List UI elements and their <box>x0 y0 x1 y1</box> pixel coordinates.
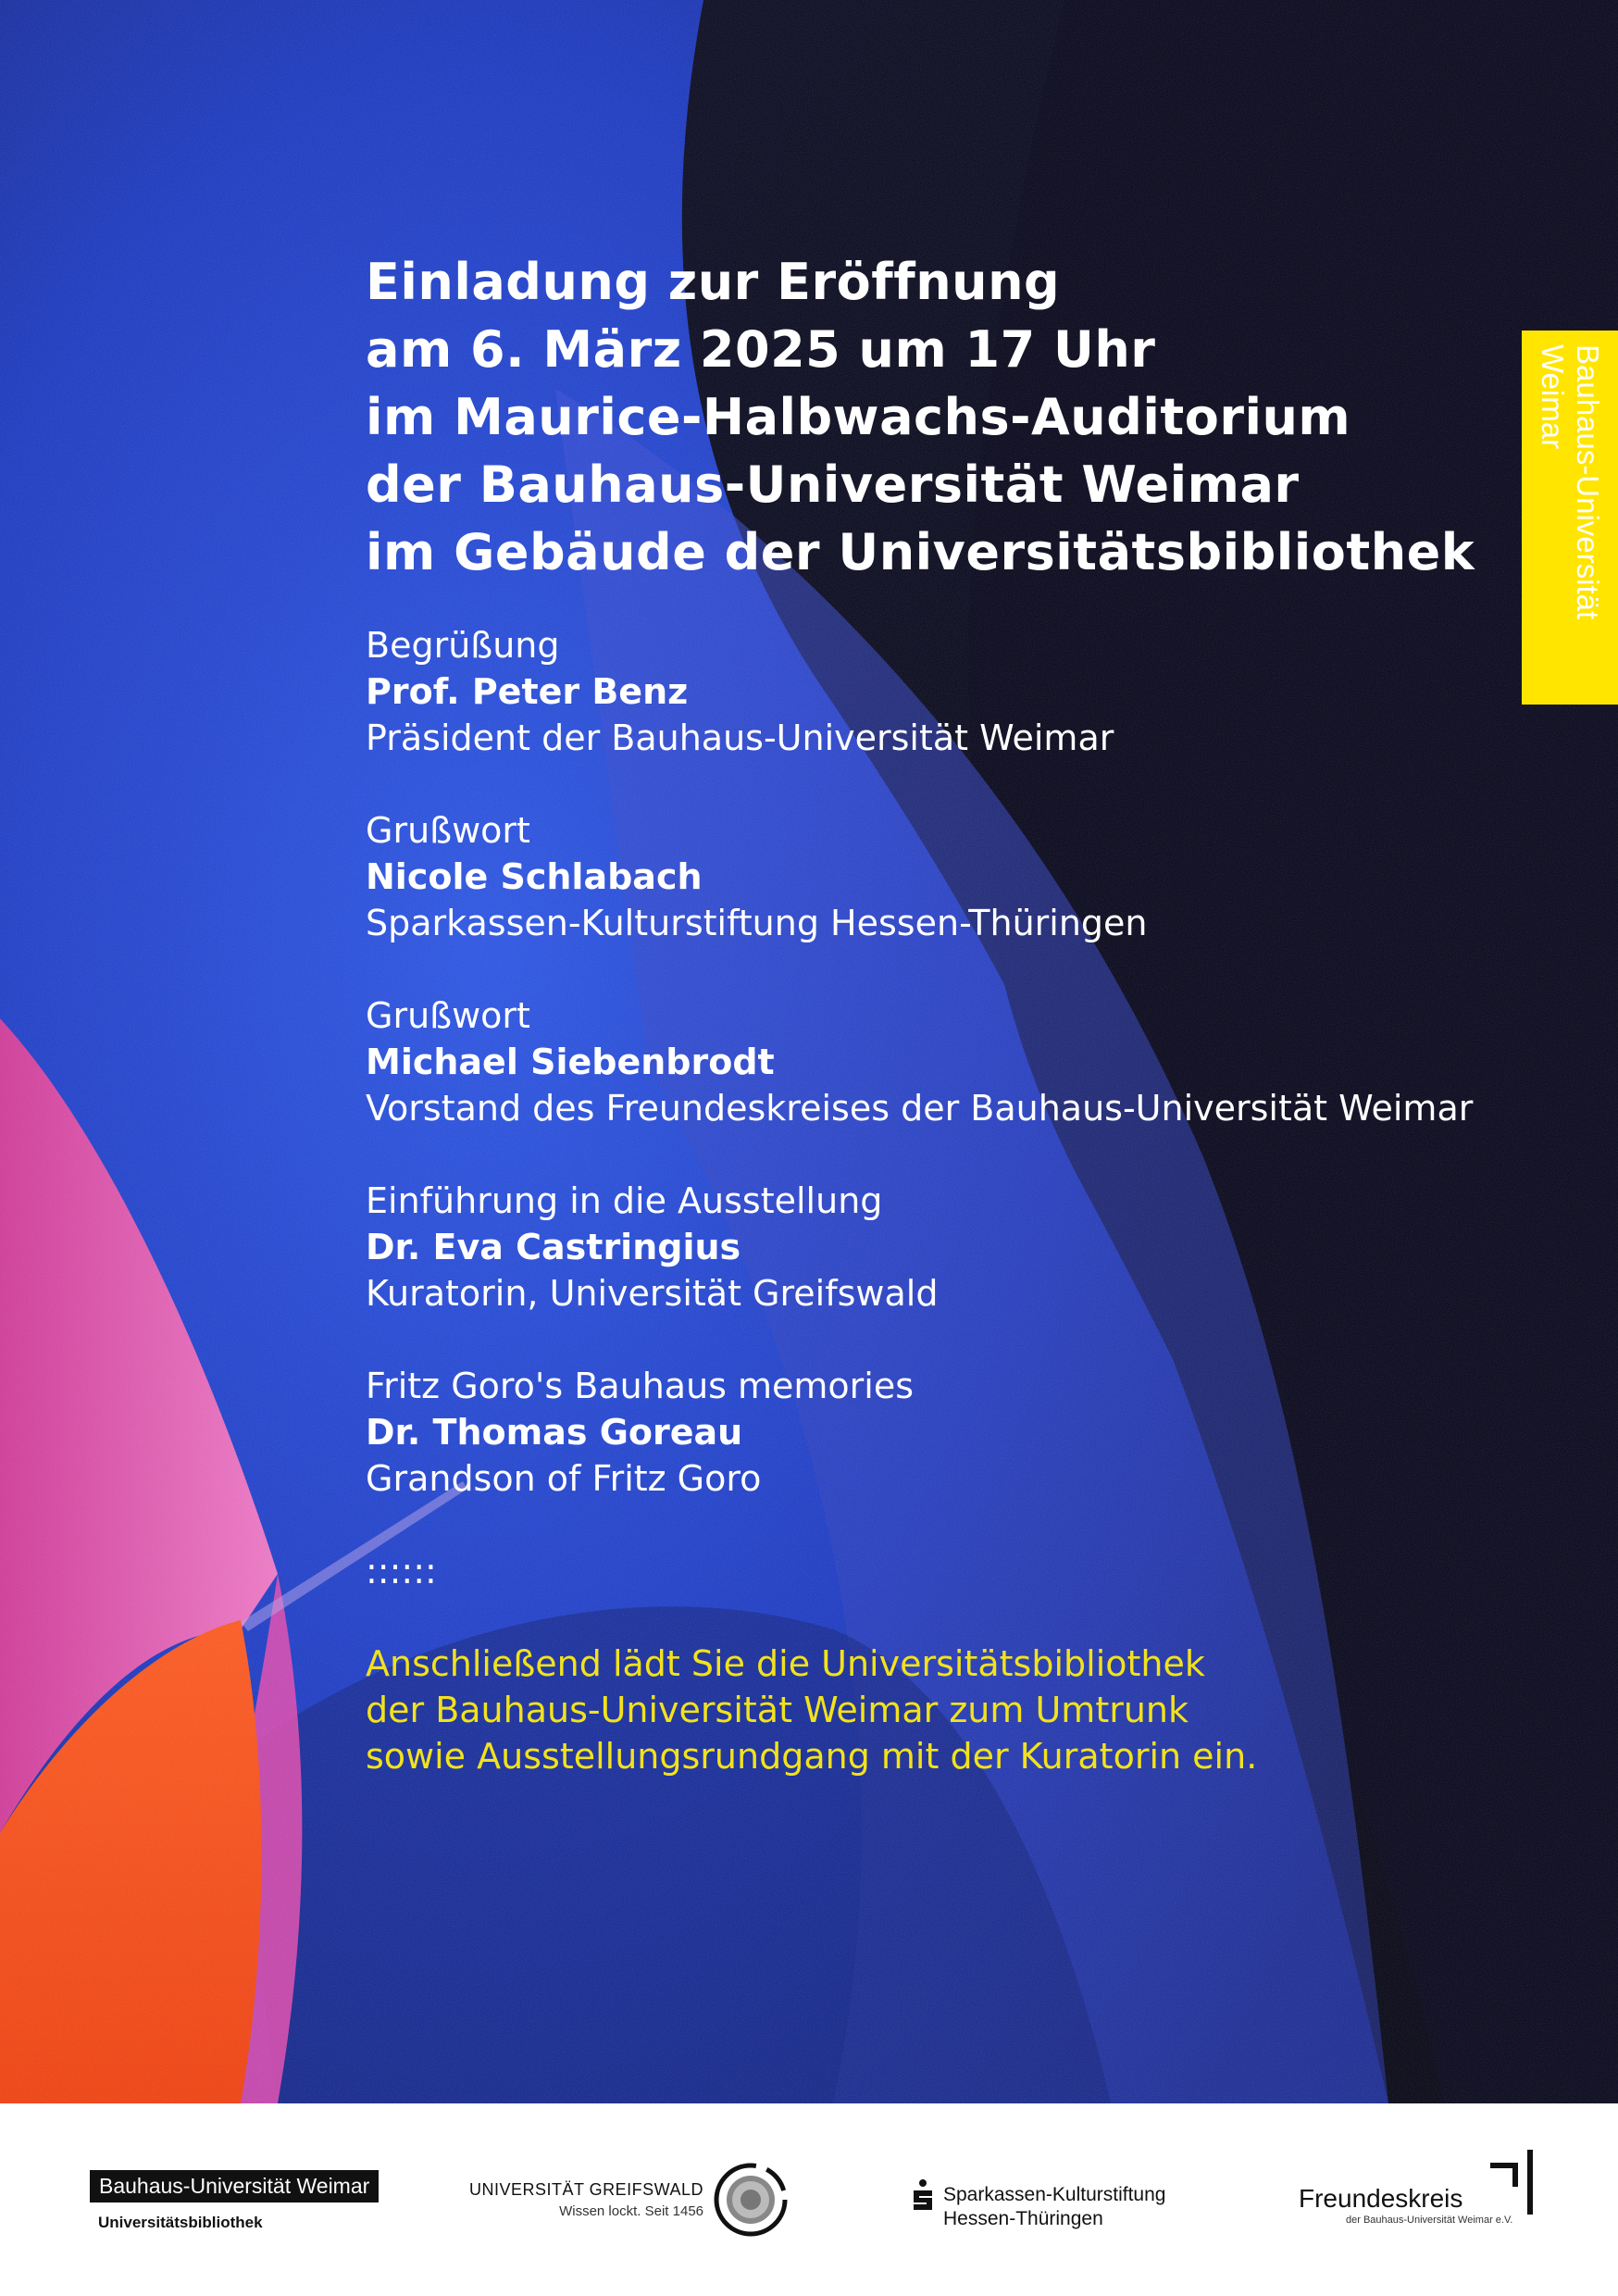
bauhaus-university-wordmark: Bauhaus-Universität Weimar <box>90 2170 379 2202</box>
sparkasse-foundation-name <box>943 2183 1165 2231</box>
headline-line: am 6. März 2025 um 17 Uhr <box>366 320 1156 379</box>
program-speaker: Michael Siebenbrodt <box>366 1042 775 1082</box>
closing-line: sowie Ausstellungsrundgang mit der Kuratorin ein. <box>366 1736 1258 1777</box>
closing-note <box>366 1641 1257 1779</box>
program-item-memories <box>366 1363 1473 1502</box>
program-item-greeting-1 <box>366 807 1473 946</box>
program-speaker: Dr. Thomas Goreau <box>366 1412 743 1453</box>
program-affiliation: Kuratorin, Universität Greifswald <box>366 1273 939 1314</box>
closing-line: der Bauhaus-Universität Weimar zum Umtrunk <box>366 1690 1189 1730</box>
bauhaus-library-label: Universitätsbibliothek <box>98 2214 263 2231</box>
sparkasse-line-1: Sparkassen-Kulturstiftung <box>943 2184 1166 2205</box>
headline-line: der Bauhaus-Universität Weimar <box>366 455 1300 514</box>
side-tab-line: Weimar <box>1536 344 1570 450</box>
greifswald-tagline: Wissen lockt. Seit 1456 <box>559 2203 703 2219</box>
program-role: Einführung in die Ausstellung <box>366 1180 883 1221</box>
program-speaker: Prof. Peter Benz <box>366 671 689 712</box>
program-item-greeting-2 <box>366 992 1473 1131</box>
program-role: Grußwort <box>366 995 530 1036</box>
headline-line: Einladung zur Eröffnung <box>366 253 1061 311</box>
university-side-tab-label <box>1535 344 1605 619</box>
greifswald-wordmark: UNIVERSITÄT GREIFSWALD <box>468 2180 703 2199</box>
program-item-introduction <box>366 1178 1473 1316</box>
program-speaker: Dr. Eva Castringius <box>366 1227 741 1267</box>
greifswald-university-logo <box>468 2162 789 2238</box>
side-tab-line: Bauhaus-Universität <box>1571 344 1605 620</box>
sparkasse-line-2: Hessen-Thüringen <box>943 2208 1103 2229</box>
program-affiliation: Grandson of Fritz Goro <box>366 1458 762 1499</box>
freundeskreis-mark-icon <box>1485 2150 1537 2215</box>
program-item-welcome <box>366 622 1473 761</box>
greifswald-seal-icon <box>713 2162 789 2238</box>
program-role: Grußwort <box>366 810 530 851</box>
headline <box>366 248 1475 586</box>
headline-line: im Gebäude der Universitätsbibliothek <box>366 523 1475 581</box>
program-list <box>366 622 1473 1548</box>
freundeskreis-subline: der Bauhaus-Universität Weimar e.V. <box>1346 2215 1513 2226</box>
program-affiliation: Vorstand des Freundeskreises der Bauhaus-Universität Weimar <box>366 1088 1474 1129</box>
sparkasse-s-icon <box>910 2179 936 2211</box>
bauhaus-university-logo <box>90 2170 379 2232</box>
freundeskreis-wordmark: Freundeskreis <box>1299 2184 1463 2213</box>
program-affiliation: Präsident der Bauhaus-Universität Weimar <box>366 718 1114 758</box>
headline-line: im Maurice-Halbwachs-Auditorium <box>366 388 1351 446</box>
program-role: Begrüßung <box>366 625 560 666</box>
program-affiliation: Sparkassen-Kulturstiftung Hessen-Thüringen <box>366 903 1148 943</box>
program-role: Fritz Goro's Bauhaus memories <box>366 1366 915 1406</box>
program-speaker: Nicole Schlabach <box>366 856 703 897</box>
closing-line: Anschließend lädt Sie die Universitätsbibliothek <box>366 1643 1205 1684</box>
freundeskreis-logo <box>1296 2150 1537 2224</box>
separator-dots: :::::: <box>366 1551 437 1591</box>
